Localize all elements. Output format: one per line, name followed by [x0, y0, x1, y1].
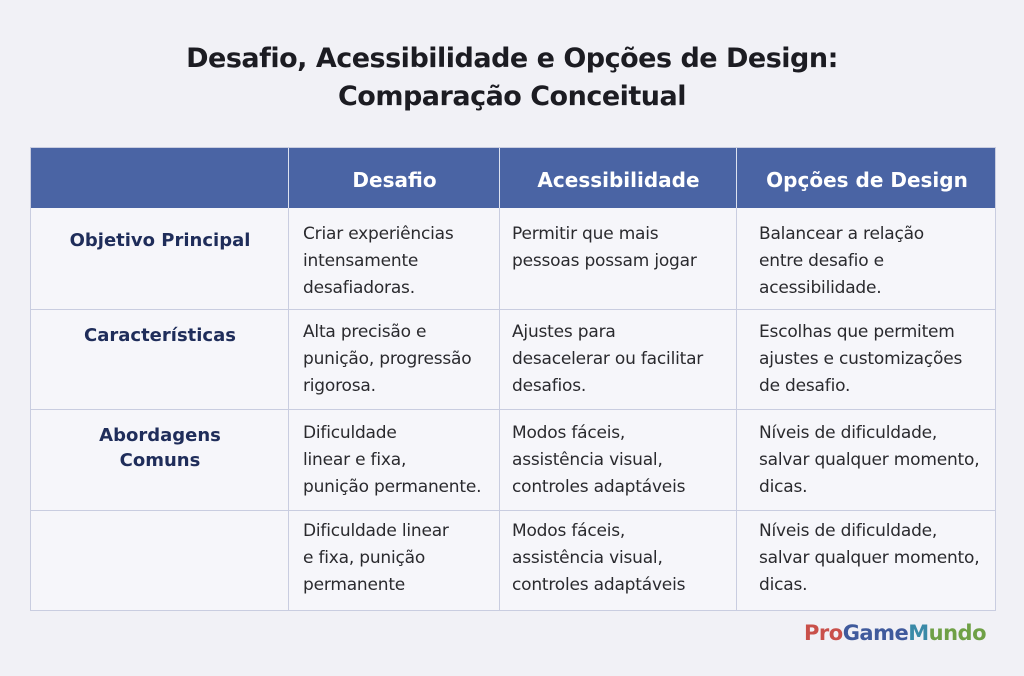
logo-part: M — [908, 621, 929, 645]
progamemundo-logo — [804, 621, 986, 645]
comparison-table — [30, 147, 996, 611]
divider — [288, 148, 289, 208]
logo-part: undo — [928, 621, 987, 645]
divider — [31, 409, 995, 410]
table-cell: Criar experiências intensamente desafiadoras. — [303, 224, 454, 298]
header-empty — [31, 148, 289, 208]
header-desafio: Desafio — [352, 168, 437, 192]
table-cell: Alta precisão e punição, progressão rigorosa. — [303, 322, 472, 396]
page-title — [0, 40, 1024, 116]
table-cell: Permitir que mais pessoas possam jogar — [512, 224, 697, 271]
divider — [736, 148, 737, 208]
row-label: Abordagens Comuns — [99, 425, 221, 471]
title-line-1: Desafio, Acessibilidade e Opções de Design: — [186, 43, 838, 74]
title-line-2: Comparação Conceitual — [337, 81, 686, 112]
table-cell: Balancear a relação entre desafio e acessibilidade. — [759, 224, 925, 298]
table-cell: Dificuldade linear e fixa, punição permanente. — [303, 423, 482, 497]
table-cell: Níveis de dificuldade, salvar qualquer momento, dicas. — [759, 521, 980, 595]
header-opcoes-design: Opções de Design — [766, 168, 968, 192]
table-cell: Modos fáceis, assistência visual, controles adaptáveis — [512, 521, 686, 595]
row-label: Características — [84, 325, 236, 346]
table-cell: Dificuldade linear e fixa, punição permanente — [303, 521, 449, 595]
divider — [499, 148, 500, 208]
logo-part: Pro — [804, 621, 843, 645]
table-header — [31, 148, 995, 208]
table-cell: Modos fáceis, assistência visual, controles adaptáveis — [512, 423, 686, 497]
table-cell: Escolhas que permitem ajustes e customizações de desafio. — [759, 322, 963, 396]
row-label: Objetivo Principal — [69, 230, 251, 251]
table-cell: Níveis de dificuldade, salvar qualquer momento, dicas. — [759, 423, 980, 497]
divider — [31, 309, 995, 310]
divider — [31, 510, 995, 511]
logo-part: Game — [842, 621, 909, 645]
header-acessibilidade: Acessibilidade — [537, 168, 700, 192]
table-cell: Ajustes para desacelerar ou facilitar desafios. — [512, 322, 704, 396]
